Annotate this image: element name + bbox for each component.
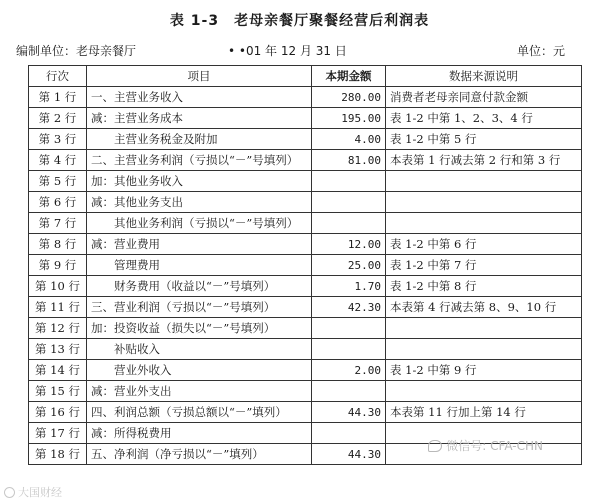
source-cell <box>386 339 582 360</box>
table-row <box>29 234 582 255</box>
amount-cell <box>312 339 386 360</box>
row-number-cell: 第 10 行 <box>29 276 87 297</box>
wechat-watermark <box>428 437 543 454</box>
row-number-cell: 第 4 行 <box>29 150 87 171</box>
item-cell: 三、营业利润（亏损以“－”号填列） <box>87 297 312 318</box>
header-source: 数据来源说明 <box>386 66 582 87</box>
source-cell <box>386 318 582 339</box>
row-number-cell: 第 18 行 <box>29 444 87 465</box>
table-body <box>29 87 582 465</box>
item-cell: 其他业务利润（亏损以“－”号填列） <box>87 213 312 234</box>
amount-cell: 44.30 <box>312 444 386 465</box>
row-number-cell: 第 16 行 <box>29 402 87 423</box>
table-row <box>29 276 582 297</box>
amount-cell: 44.30 <box>312 402 386 423</box>
item-cell: 管理费用 <box>87 255 312 276</box>
source-cell: 本表第 4 行减去第 8、9、10 行 <box>386 297 582 318</box>
amount-cell <box>312 423 386 444</box>
watermark-text: 微信号: CFA-CHN <box>446 439 543 453</box>
report-date: • •01 年 12 月 31 日 <box>228 44 347 58</box>
table-row <box>29 402 582 423</box>
source-cell: 本表第 11 行加上第 14 行 <box>386 402 582 423</box>
row-number-cell: 第 13 行 <box>29 339 87 360</box>
row-number-cell: 第 8 行 <box>29 234 87 255</box>
source-cell: 表 1-2 中第 9 行 <box>386 360 582 381</box>
item-cell: 减：主营业务成本 <box>87 108 312 129</box>
item-cell: 主营业务税金及附加 <box>87 129 312 150</box>
source-cell <box>386 171 582 192</box>
row-number-cell: 第 6 行 <box>29 192 87 213</box>
amount-cell: 12.00 <box>312 234 386 255</box>
row-number-cell: 第 11 行 <box>29 297 87 318</box>
source-cell: 消费者老母亲同意付款金额 <box>386 87 582 108</box>
table-row <box>29 318 582 339</box>
item-cell: 加：其他业务收入 <box>87 171 312 192</box>
item-cell: 减：所得税费用 <box>87 423 312 444</box>
amount-cell: 1.70 <box>312 276 386 297</box>
table-row <box>29 87 582 108</box>
row-number-cell: 第 1 行 <box>29 87 87 108</box>
row-number-cell: 第 17 行 <box>29 423 87 444</box>
item-cell: 减：营业外支出 <box>87 381 312 402</box>
row-number-cell: 第 3 行 <box>29 129 87 150</box>
row-number-cell: 第 15 行 <box>29 381 87 402</box>
source-cell <box>386 192 582 213</box>
item-cell: 营业外收入 <box>87 360 312 381</box>
table-row <box>29 108 582 129</box>
amount-cell: 25.00 <box>312 255 386 276</box>
currency-unit: 单位：元 <box>516 44 565 58</box>
row-number-cell: 第 12 行 <box>29 318 87 339</box>
row-number-cell: 第 14 行 <box>29 360 87 381</box>
item-cell: 减：营业费用 <box>87 234 312 255</box>
table-row <box>29 150 582 171</box>
source-cell: 本表第 1 行减去第 2 行和第 3 行 <box>386 150 582 171</box>
profit-table <box>28 65 582 465</box>
row-number-cell: 第 5 行 <box>29 171 87 192</box>
logo-icon <box>4 487 15 498</box>
amount-cell: 81.00 <box>312 150 386 171</box>
source-cell: 表 1-2 中第 8 行 <box>386 276 582 297</box>
amount-cell: 195.00 <box>312 108 386 129</box>
source-cell: 表 1-2 中第 6 行 <box>386 234 582 255</box>
amount-cell: 2.00 <box>312 360 386 381</box>
table-header-row <box>29 66 582 87</box>
item-cell: 一、主营业务收入 <box>87 87 312 108</box>
header-item: 项目 <box>87 66 312 87</box>
logo-text: 大国财经 <box>18 486 62 499</box>
source-cell: 表 1-2 中第 7 行 <box>386 255 582 276</box>
wechat-icon <box>428 440 442 452</box>
table-row <box>29 381 582 402</box>
table-row <box>29 129 582 150</box>
table-title: 表 1-3 老母亲餐厅聚餐经营后利润表 <box>169 13 430 29</box>
header-amount: 本期金额 <box>312 66 386 87</box>
item-cell: 加：投资收益（损失以“－”号填列） <box>87 318 312 339</box>
row-number-cell: 第 7 行 <box>29 213 87 234</box>
item-cell: 二、主营业务利润（亏损以“－”号填列） <box>87 150 312 171</box>
header-row-number: 行次 <box>29 66 87 87</box>
amount-cell <box>312 192 386 213</box>
item-cell: 减：其他业务支出 <box>87 192 312 213</box>
source-cell <box>386 381 582 402</box>
amount-cell <box>312 213 386 234</box>
amount-cell <box>312 381 386 402</box>
table-row <box>29 192 582 213</box>
amount-cell: 280.00 <box>312 87 386 108</box>
item-cell: 五、净利润（净亏损以“－”填列） <box>87 444 312 465</box>
source-logo <box>4 484 62 500</box>
table-row <box>29 171 582 192</box>
table-row <box>29 339 582 360</box>
table-row <box>29 297 582 318</box>
row-number-cell: 第 2 行 <box>29 108 87 129</box>
preparer-label: 编制单位：老母亲餐厅 <box>16 44 137 58</box>
amount-cell: 42.30 <box>312 297 386 318</box>
row-number-cell: 第 9 行 <box>29 255 87 276</box>
amount-cell: 4.00 <box>312 129 386 150</box>
item-cell: 四、利润总额（亏损总额以“－”填列） <box>87 402 312 423</box>
source-cell: 表 1-2 中第 5 行 <box>386 129 582 150</box>
item-cell: 补贴收入 <box>87 339 312 360</box>
amount-cell <box>312 171 386 192</box>
table-row <box>29 255 582 276</box>
item-cell: 财务费用（收益以“－”号填列） <box>87 276 312 297</box>
source-cell <box>386 213 582 234</box>
table-row <box>29 360 582 381</box>
amount-cell <box>312 318 386 339</box>
table-row <box>29 213 582 234</box>
source-cell: 表 1-2 中第 1、2、3、4 行 <box>386 108 582 129</box>
